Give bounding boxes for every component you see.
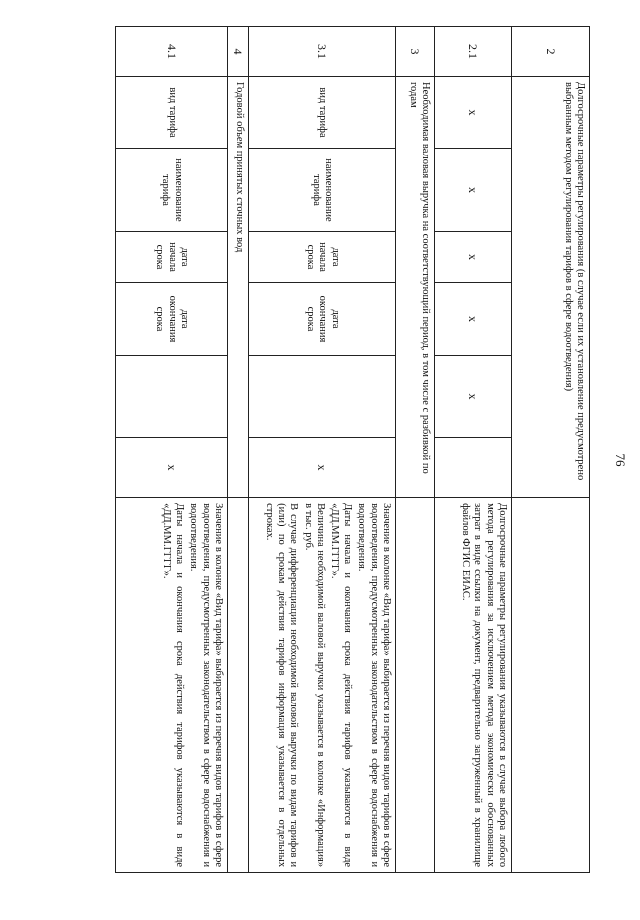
row-number: 4.1 [116, 27, 228, 77]
start-date-cell: дата начала срока [116, 232, 228, 283]
note-paragraph: Даты начала и окончания срока действия тарифов указываются в виде «ДД.ММ.ГГГГ». [161, 503, 185, 868]
parameters-table [115, 26, 590, 873]
note-paragraph: Значение в колонке «Вид тарифа» выбирается из перечня видов тарифов в сфере водоотведения, предусмотренных законодательством в сфере водоснабжения и водоотведения. [188, 503, 224, 868]
table-row-4 [228, 27, 249, 873]
row-number: 4 [228, 27, 249, 77]
row-number: 3.1 [249, 27, 396, 77]
page-number: 76 [613, 453, 628, 467]
start-date-cell: дата начала срока [249, 232, 396, 283]
cell-mark: x [435, 149, 512, 232]
empty-cell [116, 356, 228, 438]
table-row-2 [512, 27, 590, 873]
tariff-name-cell: наименование тарифа [116, 149, 228, 232]
cell-mark: x [435, 283, 512, 356]
note-paragraph: Даты начала и окончания срока действия тарифов указываются в виде «ДД.ММ.ГГГГ». [329, 503, 353, 868]
cell-mark: x [116, 438, 228, 498]
cell-mark: x [435, 232, 512, 283]
note-cell [228, 498, 249, 873]
note-cell: Долгосрочные параметры регулирования указываются в случае выбора любого метода регулирования за исключением метода экономически обоснованных затрат в виде ссылки на документ, предварительно загруженный в хранилище файлов ФГИС ЕИАС. [435, 498, 512, 873]
cell-mark: x [249, 438, 396, 498]
section-heading: Необходимая валовая выручка на соответствующий период, в том числе с разбивкой по годам [396, 77, 435, 498]
note-paragraph: В случае дифференциации необходимой валовой выручки по видам тарифов и (или) по срокам действия тарифов информация указывается в отдельных строках. [263, 503, 300, 868]
table-row-3 [396, 27, 435, 873]
note-paragraph: Величина необходимой валовой выручки указывается в колонке «Информация» в тыс. руб. [302, 503, 327, 868]
info-cell [435, 438, 512, 498]
table-row-2-1 [435, 27, 512, 873]
row-number: 2 [512, 27, 590, 77]
section-heading: Годовой объем принятых сточных вод [228, 77, 249, 498]
end-date-cell: дата окончания срока [249, 283, 396, 356]
row-number: 2.1 [435, 27, 512, 77]
cell-mark: x [435, 356, 512, 438]
table-row-3-1 [249, 27, 396, 873]
note-cell [249, 498, 396, 873]
cell-mark: x [435, 77, 512, 149]
section-heading: Долгосрочные параметры регулирования (в случае если их установление предусмотрено выбранным методом регулирования тарифов в сфере водоотведения) [512, 77, 590, 498]
note-cell [116, 498, 228, 873]
note-cell [512, 498, 590, 873]
tariff-type-cell: вид тарифа [116, 77, 228, 149]
tariff-type-cell: вид тарифа [249, 77, 396, 149]
table-row-4-1 [116, 27, 228, 873]
row-number: 3 [396, 27, 435, 77]
end-date-cell: дата окончания срока [116, 283, 228, 356]
note-cell [396, 498, 435, 873]
empty-cell [249, 356, 396, 438]
note-paragraph: Значение в колонке «Вид тарифа» выбирается из перечня видов тарифов в сфере водоотведения, предусмотренных законодательством в сфере водоснабжения и водоотведения. [356, 503, 392, 868]
tariff-name-cell: наименование тарифа [249, 149, 396, 232]
